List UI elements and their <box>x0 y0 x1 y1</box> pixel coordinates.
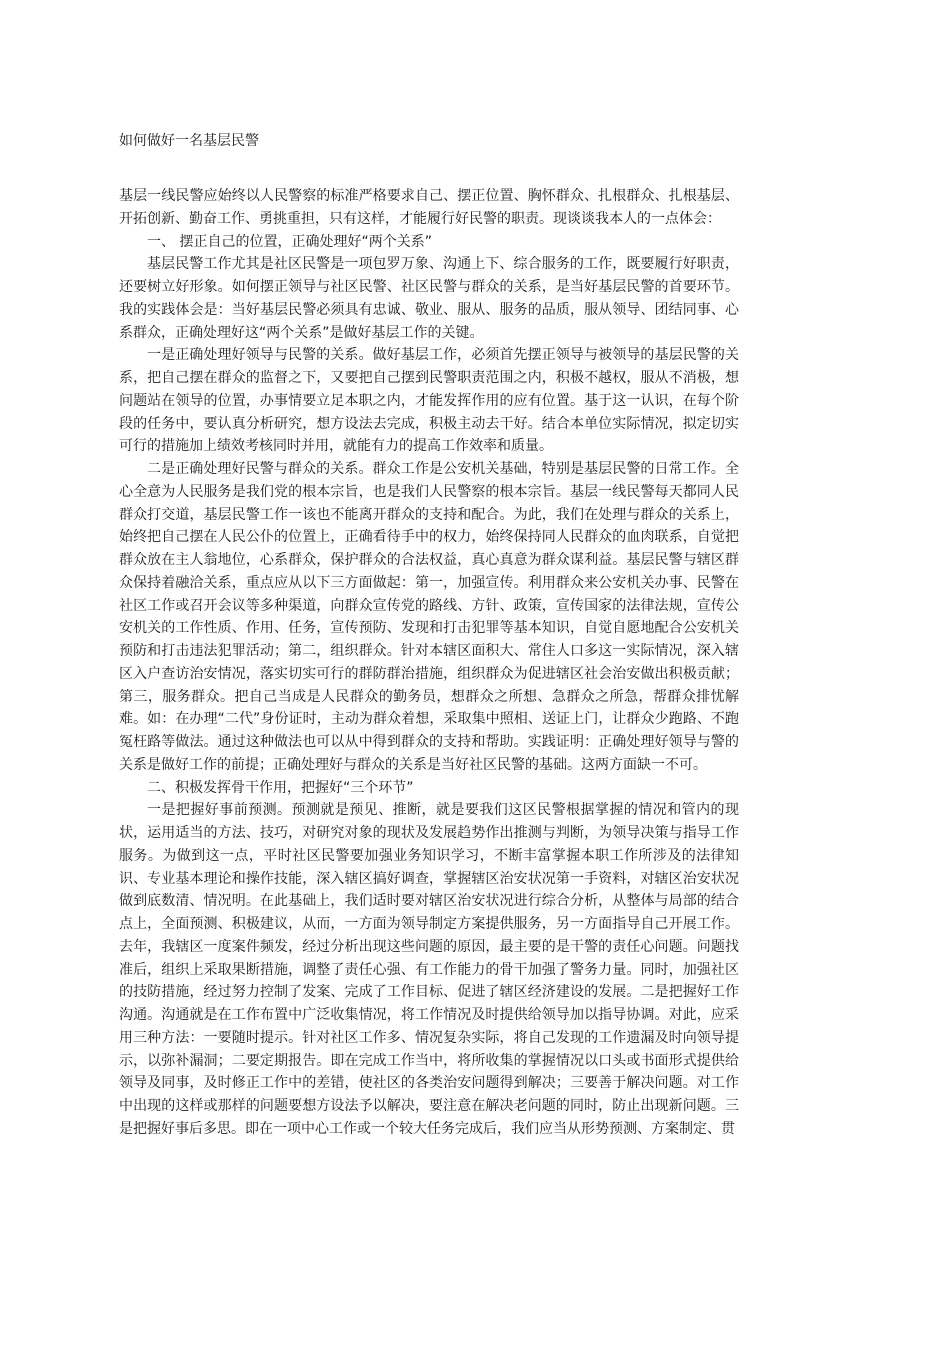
body-paragraph: 二是正确处理好民警与群众的关系。群众工作是公安机关基础，特别是基层民警的日常工作。全心全意为人民服务是我们党的根本宗旨，也是我们人民警察的根本宗旨。基层一线民警每天都同人民群众打交道，基层民警工作一该也不能离开群众的支持和配合。为此，我们在处理与群众的关系上，始终把自己摆在人民公仆的位置上，正确看待手中的权力，始终保持同人民群众的血肉联系，自觉把群众放在主人翁地位，心系群众，保护群众的合法权益，真心真意为群众谋利益。基层民警与辖区群众保持着融洽关系，重点应从以下三方面做起：第一，加强宣传。利用群众来公安机关办事、民警在社区工作或召开会议等多种渠道，向群众宣传党的路线、方针、政策，宣传国家的法律法规，宣传公安机关的工作性质、作用、任务，宣传预防、发现和打击犯罪等基本知识，自觉自愿地配合公安机关预防和打击违法犯罪活动；第二，组织群众。针对本辖区面积大、常住人口多这一实际情况，深入辖区入户查访治安情况，落实切实可行的群防群治措施，组织群众为促进辖区社会治安做出积极贡献；第三，服务群众。把自己当成是人民群众的勤务员，想群众之所想、急群众之所急，帮群众排忧解难。如：在办理“二代”身份证时，主动为群众着想，采取集中照相、送证上门，让群众少跑路、不跑冤枉路等做法。通过这种做法也可以从中得到群众的支持和帮助。实践证明：正确处理好领导与警的关系是做好工作的前提；正确处理好与群众的关系是当好社区民警的基础。这两方面缺一不可。 <box>119 461 739 773</box>
body-paragraph: 一是把握好事前预测。预测就是预见、推断，就是要我们这区民警根据掌握的情况和管内的现状，运用适当的方法、技巧，对研究对象的现状及发展趋势作出推测与判断，为领导决策与指导工作服务。为做到这一点，平时社区民警要加强业务知识学习，不断丰富掌握本职工作所涉及的法律知识、专业基本理论和操作技能，深入辖区搞好调查，掌握辖区治安状况第一手资料，对辖区治安状况做到底数清、情况明。在此基础上，我们适时要对辖区治安状况进行综合分析，从整体与局部的结合点上，全面预测、积极建议，从而，一方面为领导制定方案提供服务，另一方面指导自己开展工作。去年，我辖区一度案件频发，经过分析出现这些问题的原因，最主要的是干警的责任心问题。问题找准后，组织上采取果断措施，调整了责任心强、有工作能力的骨干加强了警务力量。同时，加强社区的技防措施，经过努力控制了发案、完成了工作目标、促进了辖区经济建设的发展。二是把握好工作沟通。沟通就是在工作布置中广泛收集情况，将工作情况及时提供给领导加以指导协调。对此，应采用三种方法：一要随时提示。针对社区工作多、情况复杂实际，将自己发现的工作遗漏及时向领导提示，以弥补漏洞；二要定期报告。即在完成工作当中，将所收集的掌握情况以口头或书面形式提供给领导及同事，及时修正工作中的差错，使社区的各类治安问题得到解决；三要善于解决问题。对工作中出现的这样或那样的问题要想方设法予以解决，要注意在解决老问题的同时，防止出现新问题。三是把握好事后多思。即在一项中心工作或一个较大任务完成后，我们应当从形势预测、方案制定、贯 <box>119 802 739 1137</box>
document-body <box>119 185 739 1141</box>
document-title: 如何做好一名基层民警 <box>119 133 259 149</box>
body-paragraph: 一是正确处理好领导与民警的关系。做好基层工作，必须首先摆正领导与被领导的基层民警的关系，把自己摆在群众的监督之下，又要把自己摆到民警职责范围之内，积极不越权，服从不消极，想问题站在领导的位置，办事情要立足本职之内，才能发挥作用的应有位置。基于这一认识，在每个阶段的任务中，要认真分析研究，想方设法去完成，积极主动去干好。结合本单位实际情况，拟定切实可行的措施加上绩效考核同时并用，就能有力的提高工作效率和质量。 <box>119 347 739 455</box>
section-heading-1: 一、 摆正自己的位置，正确处理好“两个关系” <box>147 233 432 250</box>
section-heading-2: 二、积极发挥骨干作用，把握好“三个环节” <box>147 779 414 796</box>
body-paragraph: 基层民警工作尤其是社区民警是一项包罗万象、沟通上下、综合服务的工作，既要履行好职责，还要树立好形象。如何摆正领导与社区民警、社区民警与群众的关系，是当好基层民警的首要环节。我的实践体会是：当好基层民警必须具有忠诚、敬业、服从、服务的品质，服从领导、团结同事、心系群众，正确处理好这“两个关系”是做好基层工作的关键。 <box>119 256 739 341</box>
intro-paragraph: 基层一线民警应始终以人民警察的标准严格要求自己、摆正位置、胸怀群众、扎根群众、扎根基层、开拓创新、勤奋工作、勇挑重担，只有这样，才能履行好民警的职责。现谈谈我本人的一点体会： <box>119 188 739 227</box>
